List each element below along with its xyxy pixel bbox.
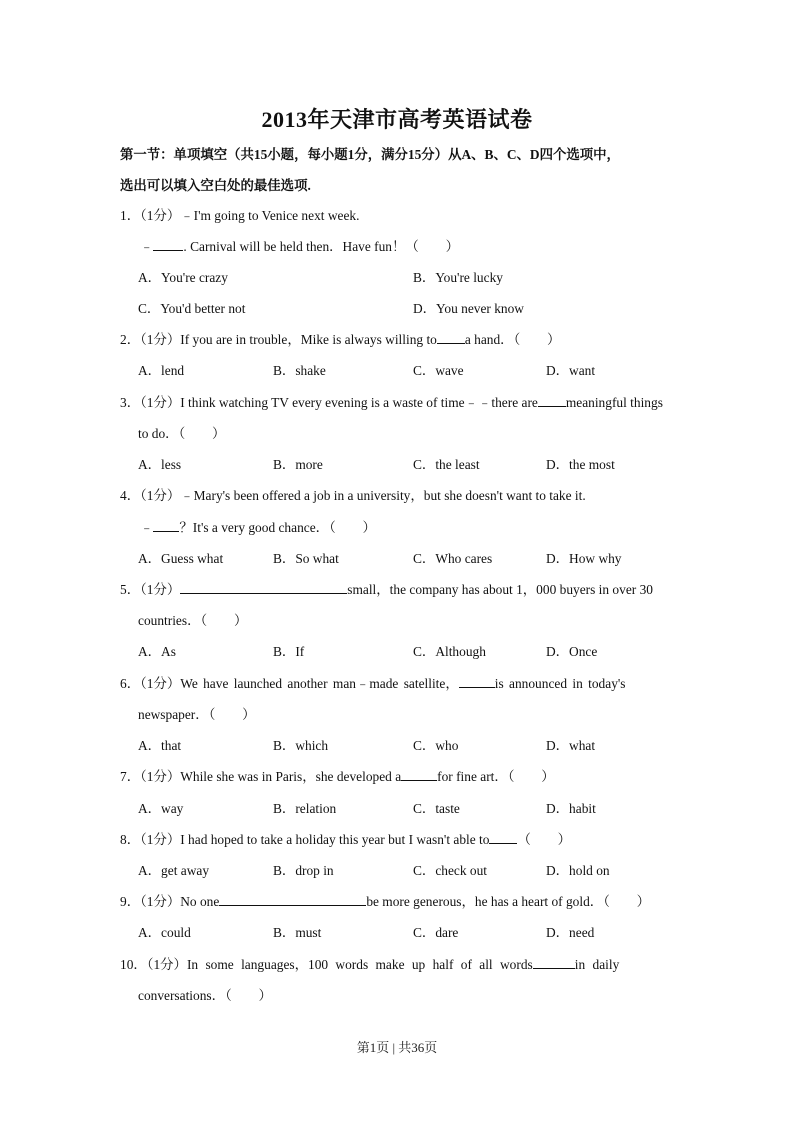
answer-blank [153, 238, 183, 251]
option-d[interactable]: D．hold on [546, 863, 610, 878]
option-c[interactable]: C．wave [413, 363, 464, 378]
option-d[interactable]: D．You never know [413, 301, 524, 316]
option-c[interactable]: C．the least [413, 457, 480, 472]
option-d[interactable]: D．Once [546, 644, 598, 659]
option-a[interactable]: A．get away [138, 863, 210, 878]
answer-blank [533, 956, 575, 969]
answer-blank [437, 331, 465, 344]
option-b[interactable]: B．more [273, 457, 323, 472]
answer-blank [401, 768, 437, 781]
question-1-text: 1．（1分）﹣I'm going to Venice next week. [120, 208, 360, 223]
option-c[interactable]: C．taste [413, 801, 460, 816]
option-a[interactable]: A．As [138, 644, 176, 659]
question-10-line2: conversations．（ ） [138, 988, 272, 1003]
question-9-text: 9．（1分）No one be more generous，he has a heart of gold．（ ） [120, 894, 651, 909]
question-4-line2: ﹣ ？It's a very good chance．（ ） [140, 520, 376, 535]
option-c[interactable]: C．who [413, 738, 459, 753]
option-c[interactable]: C．check out [413, 863, 488, 878]
option-b[interactable]: B．So what [273, 551, 339, 566]
option-b[interactable]: B．shake [273, 363, 326, 378]
question-5-line2: countries．（ ） [138, 613, 248, 628]
dash: ﹣ [140, 239, 154, 254]
option-c[interactable]: C．dare [413, 925, 459, 940]
option-b[interactable]: B．You're lucky [413, 270, 503, 285]
question-2-text: 2．（1分）If you are in trouble，Mike is always willing to a hand．（ ） [120, 332, 561, 347]
question-3-text: 3．（1分）I think watching TV every evening is a waste of time﹣﹣there are meaningful things [120, 395, 663, 410]
page-title: 2013年天津市高考英语试卷 [261, 107, 533, 132]
option-d[interactable]: D．want [546, 363, 596, 378]
option-a[interactable]: A．You're crazy [138, 270, 228, 285]
answer-blank [459, 675, 495, 688]
option-b[interactable]: B．must [273, 925, 322, 940]
option-a[interactable]: A．less [138, 457, 182, 472]
option-a[interactable]: A．way [138, 801, 184, 816]
question-6-text: 6．（1分）We have launched another man﹣made satellite， is announced in today's [120, 676, 626, 691]
option-c[interactable]: C．Who cares [413, 551, 493, 566]
option-a[interactable]: A．could [138, 925, 191, 940]
answer-blank [489, 831, 517, 844]
question-4-text: 4．（1分）﹣Mary's been offered a job in a university，but she doesn't want to take it. [120, 488, 586, 503]
question-3-line2: to do．（ ） [138, 426, 226, 441]
answer-blank [538, 394, 566, 407]
answer-blank [219, 893, 366, 906]
option-d[interactable]: D．need [546, 925, 595, 940]
option-b[interactable]: B．drop in [273, 863, 334, 878]
section-instruction-line2: 选出可以填入空白处的最佳选项. [120, 178, 311, 193]
answer-blank [153, 519, 179, 532]
option-d[interactable]: D．How why [546, 551, 622, 566]
page-footer: 第1页 | 共36页 [356, 1040, 438, 1055]
question-1-line2: ﹣ . Carnival will be held then．Have fun！（ ） [140, 239, 459, 254]
question-6-line2: newspaper．（ ） [138, 707, 256, 722]
option-a[interactable]: A．that [138, 738, 182, 753]
option-d[interactable]: D．the most [546, 457, 615, 472]
option-a[interactable]: A．Guess what [138, 551, 224, 566]
option-c[interactable]: C．You'd better not [138, 301, 246, 316]
answer-blank [180, 581, 347, 594]
option-a[interactable]: A．lend [138, 363, 185, 378]
option-d[interactable]: D．habit [546, 801, 596, 816]
question-7-text: 7．（1分）While she was in Paris，she developed a for fine art．（ ） [120, 769, 555, 784]
option-b[interactable]: B．which [273, 738, 329, 753]
option-c[interactable]: C．Although [413, 644, 486, 659]
question-5-text: 5．（1分） small，the company has about 1，000 buyers in over 30 [120, 582, 653, 597]
question-8-text: 8．（1分）I had hoped to take a holiday this year but I wasn't able to （ ） [120, 832, 572, 847]
option-d[interactable]: D．what [546, 738, 596, 753]
option-b[interactable]: B．If [273, 644, 305, 659]
option-b[interactable]: B．relation [273, 801, 337, 816]
section-instruction-line1: 第一节：单项填空（共15小题，每小题1分，满分15分）从A、B、C、D四个选项中， [120, 147, 620, 162]
question-10-text: 10．（1分）In some languages，100 words make up half of all words in daily [120, 957, 620, 972]
